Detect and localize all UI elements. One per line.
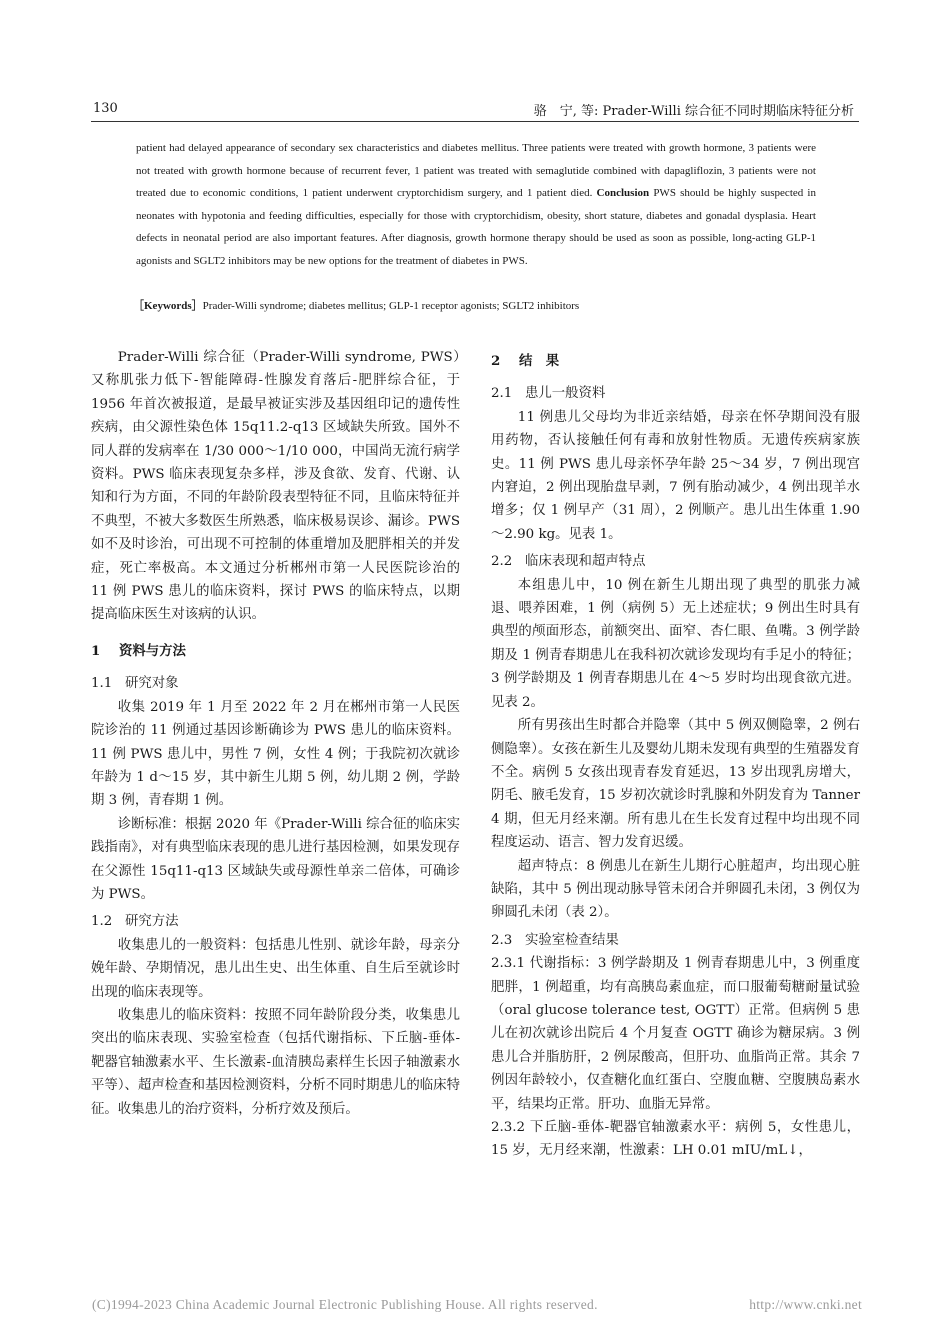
subsection-title: 实验室检查结果 [525, 932, 619, 948]
methods-paragraph: 收集患儿的临床资料：按照不同年龄阶段分类，收集患儿突出的临床表现、实验室检查（包括代谢指标、下丘脑-垂体-靶器官轴激素水平、生长激素-血清胰岛素样生长因子轴激素水平等）、超声检查和基因检测资料，分析不同时期患儿的临床特征。收集患儿的治疗资料，分析疗效及预后。 [91, 1007, 460, 1117]
subsection-title: 患儿一般资料 [525, 386, 606, 402]
section-title: 资料与方法 [119, 642, 186, 659]
header-rule [91, 121, 859, 122]
subsection-heading [91, 910, 460, 933]
hormone-paragraph [491, 1116, 860, 1163]
general-info-paragraph: 11 例患儿父母均为非近亲结婚，母亲在怀孕期间没有服用药物，否认接触任何有毒和放射性物质。无遗传疾病家族史。11 例 PWS 患儿母亲怀孕年龄 25～34 岁，7 例出现宫内窘迫，2 例出现胎盘早剥，7 例有胎动减少，4 例出现羊水增多；仅 1 例早产（31 周），2 例顺产。患儿出生体重 1.90～2.90 kg。见表 1。 [491, 409, 860, 542]
criteria-paragraph: 诊断标准：根据 2020 年《Prader-Willi 综合征的临床实践指南》，对有典型临床表现的患儿进行基因检测，如果发现存在父源性 15q11-q13 区域缺失或母源性单亲二倍体，可确诊为 PWS。 [91, 816, 460, 902]
subsubsection-number: 2.3.2 [491, 1120, 526, 1135]
subsection-number: 2.2 [491, 554, 513, 570]
subsection-heading [91, 672, 460, 695]
section-number: 2 [491, 353, 501, 369]
copyright-notice: (C)1994-2023 China Academic Journal Electronic Publishing House. All rights reserved. [92, 1297, 598, 1312]
section-heading [91, 640, 460, 663]
section-heading [491, 350, 860, 373]
section-number: 1 [91, 642, 101, 659]
metabolic-paragraph [491, 952, 860, 1116]
subsection-title: 临床表现和超声特点 [525, 554, 646, 570]
english-abstract [136, 137, 816, 273]
subsubsection-number: 2.3.1 [491, 956, 526, 972]
page-number: 130 [93, 101, 118, 116]
subsection-heading [491, 382, 860, 405]
subsection-heading [491, 550, 860, 573]
subsection-title: 研究对象 [125, 676, 179, 692]
subsection-number: 2.1 [491, 386, 513, 402]
subsection-heading [491, 929, 860, 952]
intro-paragraph: Prader-Willi 综合征（Prader-Willi syndrome, PWS）又称肌张力低下-智能障碍-性腺发育落后-肥胖综合征，于 1956 年首次被报道，是最早被证实涉及基因组印记的遗传性疾病，由父源性染色体 15q11.2-q13 区域缺失所致。国外不同人群的发病率在 1/30 000～1/10 000，中国尚无流行病学资料。PWS 临床表现复杂多样，涉及食欲、发育、代谢、认知和行为方面，不同的年龄阶段表型特征不同，且临床特征并不典型，不被大多数医生所熟悉，临床极易误诊、漏诊。PWS 如不及时诊治，可出现不可控制的体重增加及肥胖相关的并发症，死亡率极高。本文通过分析郴州市第一人民医院诊治的 11 例 PWS 患儿的临床资料，探讨 PWS 的临床特点，以期提高临床医生对该病的认识。 [91, 350, 460, 623]
subsection-title: 研究方法 [125, 914, 179, 930]
abstract-results-text: patient had delayed appearance of secondary sex characteristics and diabetes mellitus. Three patients were treated with growth hormone, 3 patients were not treated with growth hormone because of recurrent fever, 1 patient was treated with semaglutide combined with dapagliflozin, 3 patients were not treated due to economic conditions, 1 patient underwent cryptorchidism surgery, and 1 patient died. [136, 142, 816, 200]
keywords-text: Prader-Willi syndrome; diabetes mellitus; GLP-1 receptor agonists; SGLT2 inhibitors [202, 300, 580, 312]
subjects-paragraph: 收集 2019 年 1 月至 2022 年 2 月在郴州市第一人民医院诊治的 11 例通过基因诊断确诊为 PWS 患儿的临床资料。11 例 PWS 患儿中，男性 7 例，女性 4 例；于我院初次就诊年龄为 1 d～15 岁，其中新生儿期 5 例，幼儿期 2 例，学龄期 3 例，青春期 1 例。 [91, 699, 460, 809]
subsection-number: 1.2 [91, 914, 113, 930]
running-head: 骆 宁, 等: Prader-Willi 综合征不同时期临床特征分析 [533, 104, 854, 119]
footer [92, 1297, 862, 1313]
right-column [491, 346, 860, 1163]
left-column [91, 346, 460, 1121]
metabolic-text: 代谢指标：3 例学龄期及 1 例青春期患儿中，3 例重度肥胖，1 例超重，均有高胰岛素血症，而口服葡萄糖耐量试验（oral glucose tolerance test, OGTT）正常。但病例 5 患儿在初次就诊出院后 4 个月复查 OGTT 确诊为糖尿病。3 例患儿合并脂肪肝，2 例尿酸高，但肝功、血脂尚正常。其余 7 例因年龄较小，仅查糖化血红蛋白、空腹血糖、空腹胰岛素水平，结果均正常。肝功、血脂无异常。 [491, 956, 860, 1112]
cnki-url: http://www.cnki.net [749, 1297, 862, 1312]
conclusion-label: Conclusion [596, 187, 650, 200]
section-title: 结 果 [519, 353, 560, 369]
ultrasound-paragraph: 超声特点：8 例患儿在新生儿期行心脏超声，均出现心脏缺陷，其中 5 例出现动脉导管未闭合并卵圆孔未闭，3 例仅为卵圆孔未闭（表 2）。 [491, 858, 860, 921]
keywords [133, 295, 823, 317]
keywords-label: ［Keywords］ [133, 300, 203, 312]
methods-paragraph: 收集患儿的一般资料：包括患儿性别、就诊年龄，母亲分娩年龄、孕期情况，患儿出生史、出生体重、自生后至就诊时出现的临床表现等。 [91, 937, 460, 1000]
subsection-number: 2.3 [491, 932, 513, 948]
hormone-text: 下丘脑-垂体-靶器官轴激素水平：病例 5，女性患儿，15 岁，无月经来潮，性激素：LH 0.01 mIU/mL↓， [491, 1120, 860, 1159]
subsection-number: 1.1 [91, 676, 113, 692]
clinical-paragraph: 所有男孩出生时都合并隐睾（其中 5 例双侧隐睾，2 例右侧隐睾）。女孩在新生儿及婴幼儿期未发现有典型的生殖器发育不全。病例 5 女孩出现青春发育延迟，13 岁出现乳房增大，阴毛、腋毛发育，15 岁初次就诊时乳腺和外阴发育为 Tanner 4 期，但无月经来潮。所有患儿在生长发育过程中均出现不同程度运动、语言、智力发育迟缓。 [491, 718, 860, 851]
abstract-conclusion-text: PWS should be highly suspected in neonates with hypotonia and feeding difficulties, especially for those with cryptorchidism, obesity, short stature, diabetes and gonadal dysplasia. Heart defects in neonatal period are also important features. After diagnosis, growth hormone therapy should be used as soon as possible, long-acting GLP-1 agonists and SGLT2 inhibitors may be new options for the treatment of diabetes in PWS. [136, 187, 816, 267]
clinical-paragraph: 本组患儿中，10 例在新生儿期出现了典型的肌张力减退、喂养困难，1 例（病例 5）无上述症状；9 例出生时具有典型的颅面形态，前额突出、面窄、杏仁眼、鱼嘴。3 例学龄期及 1 例青春期患儿在我科初次就诊发现均有手足小的特征；3 例学龄期及 1 例青春期患儿在 4～5 岁时均出现食欲亢进。见表 2。 [491, 577, 860, 710]
